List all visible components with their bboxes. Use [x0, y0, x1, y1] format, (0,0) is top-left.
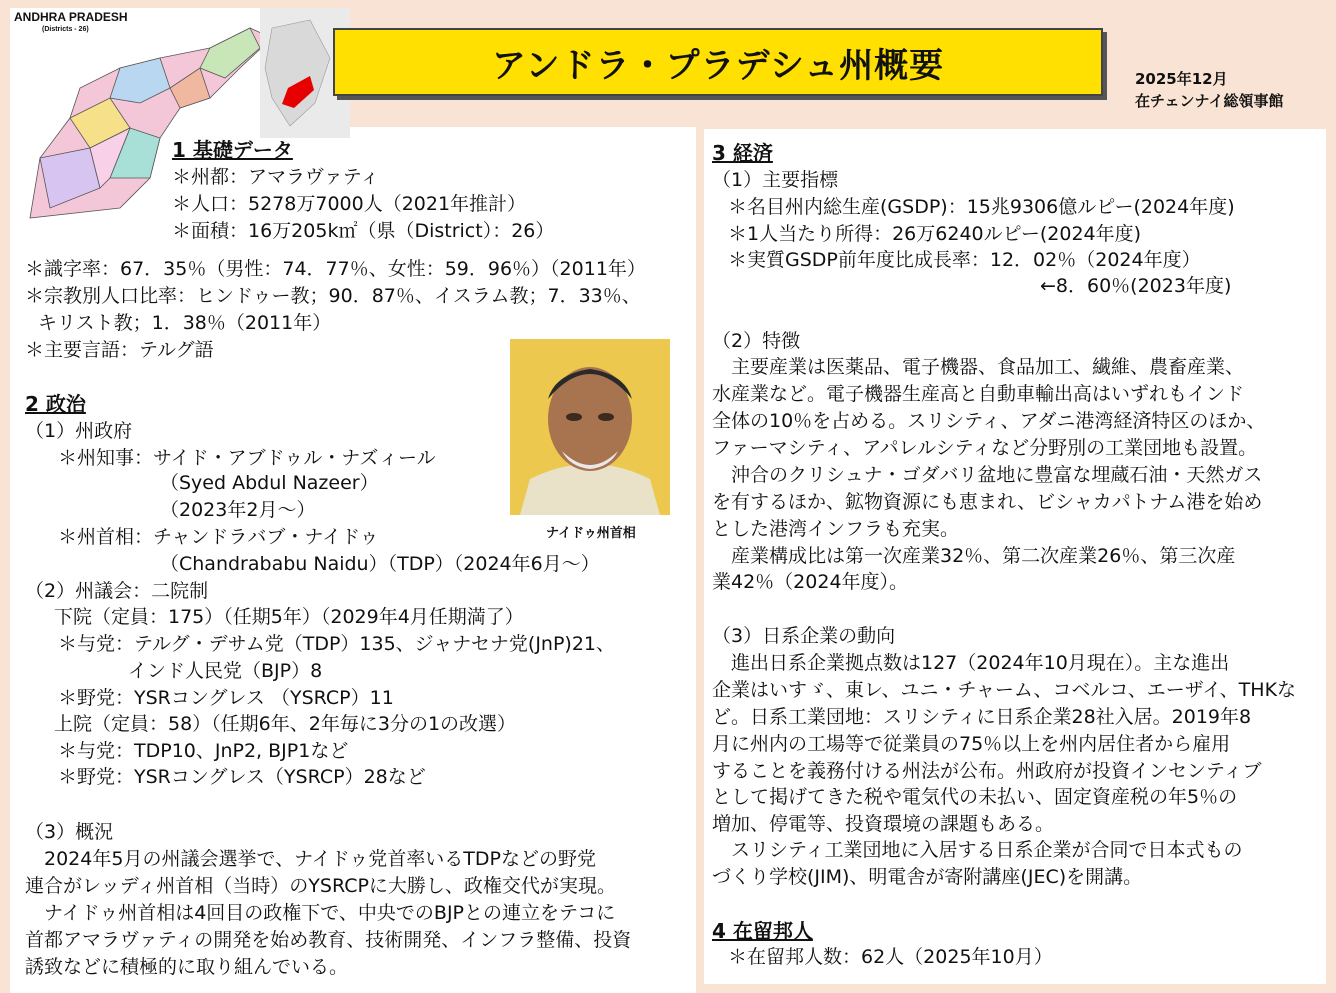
per-capita-line: ＊1人当たり所得：26万6240ルピー(2024年度) — [728, 223, 1142, 245]
overview-line-2: 連合がレッディ州首相（当時）のYSRCPに大勝し、政権交代が実現。 — [25, 875, 616, 897]
features-line-2: 水産業など。電子機器生産高と自動車輸出高はいずれもインド — [712, 383, 1245, 405]
overview-heading: （3）概況 — [25, 821, 114, 843]
page-title: アンドラ・プラデシュ州概要 — [491, 45, 945, 86]
state-govt-heading: （1）州政府 — [25, 420, 133, 442]
lower-house-line: 下院（定員：175）（任期5年）（2029年4月任期満了） — [54, 606, 524, 628]
section-residents-heading: 4 在留邦人 — [712, 919, 813, 943]
overview-line-4: 首都アマラヴァティの開発を始め教育、技術開発、インフラ整備、投資 — [25, 929, 632, 951]
upper-opposition-line: ＊野党：YSRコングレス（YSRCP）28など — [58, 766, 426, 788]
japanese-line-3: ど。日系工業団地：スリシティに日系企業28社入居。2019年8 — [712, 706, 1252, 728]
features-line-1: 主要産業は医薬品、電子機器、食品加工、繊維、農畜産業、 — [712, 356, 1245, 378]
features-line-7: とした港湾インフラも充実。 — [712, 518, 960, 540]
religion-line-cont: キリスト教；1．38％（2011年） — [38, 312, 332, 334]
japanese-companies-heading: （3）日系企業の動向 — [712, 625, 896, 647]
section-basic-data-heading: 1 基礎データ — [172, 138, 293, 162]
literacy-line: ＊識字率：67．35％（男性：74．77％、女性：59．96％）（2011年） — [25, 258, 646, 280]
features-heading: （2）特徴 — [712, 330, 801, 352]
gsdp-line: ＊名目州内総生産(GSDP)：15兆9306億ルピー(2024年度) — [728, 196, 1235, 218]
section-economy-heading: 3 経済 — [712, 141, 773, 165]
title-banner — [333, 28, 1103, 96]
features-line-8: 産業構成比は第一次産業32％、第二次産業26％、第三次産 — [712, 545, 1236, 567]
features-line-4: ファーマシティ、アパレルシティなど分野別の工業団地も設置。 — [712, 437, 1258, 459]
japanese-line-4: 月に州内の工場等で従業員の75％以上を州内居住者から雇用 — [712, 733, 1231, 755]
japanese-line-5: することを義務付ける州法が公布。州政府が投資インセンティブ — [712, 760, 1262, 782]
capital-line: ＊州都：アマラヴァティ — [172, 166, 380, 188]
governor-line: ＊州知事：サイド・アブドゥル・ナズィール — [58, 447, 436, 469]
features-line-5: 沖合のクリシュナ・ゴダバリ盆地に豊富な埋蔵石油・天然ガス — [712, 464, 1263, 486]
lower-ruling-line: ＊与党：テルグ・デサム党（TDP）135、ジャナセナ党(JnP)21、 — [58, 633, 616, 655]
governor-since: （2023年2月～） — [160, 499, 316, 521]
japanese-line-6: として掲げてきた税や電気代の未払い、固定資産税の年5％の — [712, 786, 1238, 808]
photo-caption: ナイドゥ州首相 — [546, 526, 636, 541]
upper-ruling-line: ＊与党：TDP10、JnP2, BJP1など — [58, 740, 349, 762]
growth-prev-line: ←8．60％(2023年度) — [1040, 275, 1232, 297]
japanese-line-9: づくり学校(JIM)、明電舎が寄附講座(JEC)を開講。 — [712, 866, 1143, 888]
map-subtitle: (Districts - 26) — [42, 26, 89, 33]
cm-line: ＊州首相：チャンドラバブ・ナイドゥ — [58, 526, 379, 548]
indicators-heading: （1）主要指標 — [712, 169, 839, 191]
lower-opposition-line: ＊野党：YSRコングレス （YSRCP）11 — [58, 687, 394, 709]
japanese-line-1: 進出日系企業拠点数は127（2024年10月現在）。主な進出 — [712, 652, 1230, 674]
governor-en: （Syed Abdul Nazeer） — [160, 472, 379, 494]
upper-house-line: 上院（定員：58）（任期6年、2年毎に3分の1の改選） — [54, 713, 517, 735]
area-line: ＊面積：16万205k㎡（県（District）：26） — [172, 220, 555, 242]
cm-en: （Chandrababu Naidu）（TDP）（2024年6月～） — [160, 553, 600, 575]
features-line-9: 業42％（2024年度）。 — [712, 571, 909, 593]
residents-line: ＊在留邦人数：62人（2025年10月） — [728, 946, 1053, 968]
lower-ruling-cont: インド人民党（BJP）8 — [128, 660, 323, 682]
chief-minister-photo — [510, 339, 670, 515]
legislature-heading: （2）州議会：二院制 — [25, 580, 209, 602]
features-line-6: を有するほか、鉱物資源にも恵まれ、ビシャカパトナム港を始め — [712, 491, 1263, 513]
dateline — [1135, 68, 1284, 112]
overview-line-1: 2024年5月の州議会選挙で、ナイドゥ党首率いるTDPなどの野党 — [25, 848, 596, 870]
section-politics-heading: 2 政治 — [25, 392, 86, 416]
overview-line-3: ナイドゥ州首相は4回目の政権下で、中央でのBJPとの連立をテコに — [25, 902, 616, 924]
religion-line: ＊宗教別人口比率：ヒンドゥー教；90．87％、イスラム教；7．33％、 — [25, 285, 641, 307]
issuing-office: 在チェンナイ総領事館 — [1135, 92, 1284, 110]
language-line: ＊主要言語：テルグ語 — [25, 339, 214, 361]
japanese-line-7: 増加、停電等、投資環境の課題もある。 — [712, 813, 1055, 835]
japanese-line-2: 企業はいすゞ、東レ、ユニ・チャーム、コベルコ、エーザイ、THKな — [712, 679, 1297, 701]
growth-line: ＊実質GSDP前年度比成長率：12．02％（2024年度） — [728, 249, 1201, 271]
japanese-line-8: スリシティ工業団地に入居する日系企業が合同で日本式もの — [712, 839, 1243, 861]
features-line-3: 全体の10％を占める。スリシティ、アダニ港湾経済特区のほか、 — [712, 410, 1266, 432]
issue-date: 2025年12月 — [1135, 70, 1228, 88]
overview-line-5: 誘致などに積極的に取り組んでいる。 — [25, 956, 349, 978]
population-line: ＊人口：5278万7000人（2021年推計） — [172, 193, 527, 215]
map-title: ANDHRA PRADESH — [14, 10, 128, 24]
